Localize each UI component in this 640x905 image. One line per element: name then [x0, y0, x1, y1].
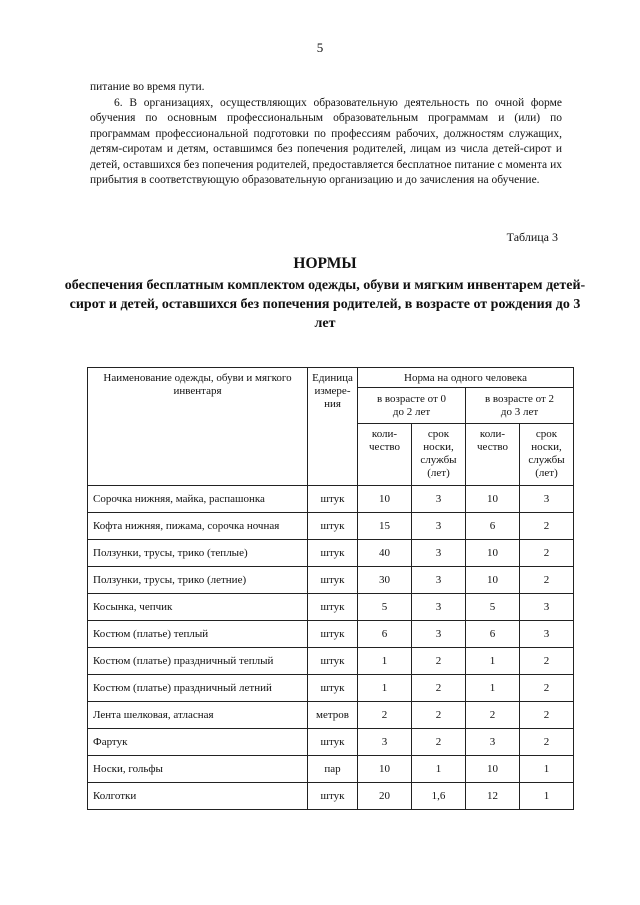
item-qty-0-2: 10 — [358, 756, 412, 783]
item-name: Ползунки, трусы, трико (летние) — [88, 567, 308, 594]
norms-heading — [60, 254, 590, 333]
item-qty-2-3: 10 — [466, 540, 520, 567]
item-name: Костюм (платье) праздничный летний — [88, 675, 308, 702]
item-qty-2-3: 1 — [466, 675, 520, 702]
item-qty-2-3: 6 — [466, 621, 520, 648]
item-term-0-2: 2 — [412, 702, 466, 729]
table-row — [88, 621, 574, 648]
item-name: Носки, гольфы — [88, 756, 308, 783]
item-term-2-3: 2 — [520, 675, 574, 702]
item-unit: штук — [308, 594, 358, 621]
item-term-2-3: 3 — [520, 594, 574, 621]
text-line-1: питание во время пути. — [90, 81, 205, 93]
item-qty-2-3: 3 — [466, 729, 520, 756]
body-text — [90, 80, 562, 189]
item-unit: метров — [308, 702, 358, 729]
item-term-2-3: 2 — [520, 513, 574, 540]
item-unit: штук — [308, 567, 358, 594]
item-qty-0-2: 30 — [358, 567, 412, 594]
item-name: Колготки — [88, 783, 308, 810]
item-term-0-2: 3 — [412, 594, 466, 621]
header-name: Наименование одежды, обуви и мягкого инвентаря — [88, 368, 308, 486]
item-term-0-2: 1,6 — [412, 783, 466, 810]
table-row — [88, 540, 574, 567]
item-unit: штук — [308, 486, 358, 513]
item-qty-0-2: 40 — [358, 540, 412, 567]
item-name: Ползунки, трусы, трико (теплые) — [88, 540, 308, 567]
item-name: Костюм (платье) теплый — [88, 621, 308, 648]
item-qty-2-3: 10 — [466, 756, 520, 783]
item-name: Кофта нижняя, пижама, сорочка ночная — [88, 513, 308, 540]
header-norm: Норма на одного человека — [358, 368, 574, 388]
item-qty-0-2: 10 — [358, 486, 412, 513]
item-unit: штук — [308, 675, 358, 702]
item-term-0-2: 3 — [412, 486, 466, 513]
table-row — [88, 702, 574, 729]
item-term-2-3: 2 — [520, 729, 574, 756]
table-row — [88, 729, 574, 756]
item-qty-2-3: 2 — [466, 702, 520, 729]
item-term-0-2: 3 — [412, 567, 466, 594]
item-term-0-2: 3 — [412, 621, 466, 648]
item-qty-0-2: 2 — [358, 702, 412, 729]
item-unit: штук — [308, 783, 358, 810]
item-term-2-3: 2 — [520, 540, 574, 567]
heading-title: НОРМЫ — [293, 255, 357, 272]
item-term-0-2: 2 — [412, 675, 466, 702]
item-unit: штук — [308, 540, 358, 567]
item-qty-2-3: 6 — [466, 513, 520, 540]
item-unit: пар — [308, 756, 358, 783]
header-qty-1: коли-чество — [358, 424, 412, 486]
page-number: 5 — [316, 40, 324, 55]
table-row — [88, 756, 574, 783]
item-qty-2-3: 12 — [466, 783, 520, 810]
header-age-2-3: в возрасте от 2 до 3 лет — [466, 388, 574, 424]
item-qty-2-3: 10 — [466, 486, 520, 513]
item-unit: штук — [308, 621, 358, 648]
table-label: Таблица 3 — [506, 230, 558, 244]
header-age-0-2: в возрасте от 0 до 2 лет — [358, 388, 466, 424]
item-name: Костюм (платье) праздничный теплый — [88, 648, 308, 675]
table-row — [88, 675, 574, 702]
table-row — [88, 648, 574, 675]
item-qty-2-3: 10 — [466, 567, 520, 594]
item-term-0-2: 1 — [412, 756, 466, 783]
item-term-0-2: 2 — [412, 648, 466, 675]
table-row — [88, 783, 574, 810]
item-term-0-2: 3 — [412, 540, 466, 567]
item-term-0-2: 3 — [412, 513, 466, 540]
heading-subtitle: обеспечения бесплатным комплектом одежды, обуви и мягким инвентарем детей-сирот и детей, оставшихся без попечения родителей, в возрасте от рождения до 3 лет — [64, 278, 586, 331]
table-row — [88, 594, 574, 621]
header-unit: Единица измере-ния — [308, 368, 358, 486]
item-unit: штук — [308, 513, 358, 540]
table-row — [88, 567, 574, 594]
item-qty-0-2: 6 — [358, 621, 412, 648]
item-unit: штук — [308, 729, 358, 756]
item-qty-0-2: 3 — [358, 729, 412, 756]
item-term-2-3: 3 — [520, 621, 574, 648]
item-name: Лента шелковая, атласная — [88, 702, 308, 729]
table-row — [88, 513, 574, 540]
item-qty-0-2: 15 — [358, 513, 412, 540]
item-qty-0-2: 1 — [358, 675, 412, 702]
item-qty-0-2: 20 — [358, 783, 412, 810]
item-qty-0-2: 1 — [358, 648, 412, 675]
item-term-2-3: 2 — [520, 648, 574, 675]
item-term-2-3: 3 — [520, 486, 574, 513]
item-term-2-3: 1 — [520, 756, 574, 783]
item-name: Сорочка нижняя, майка, распашонка — [88, 486, 308, 513]
item-term-0-2: 2 — [412, 729, 466, 756]
item-term-2-3: 2 — [520, 702, 574, 729]
item-qty-2-3: 1 — [466, 648, 520, 675]
item-term-2-3: 1 — [520, 783, 574, 810]
paragraph-6: 6. В организациях, осуществляющих образовательную деятельность по очной форме обучения по основным профессиональным образовательным программам и (или) по программам профессиональной подготовки по профессиям рабочих, должностям служащих, детям-сиротам и детям, оставшимся без попечения родителей, лицам из числа детей-сирот и детей, оставшихся без попечения родителей, предоставляется бесплатное питание с момента их прибытия в соответствующую образовательную организацию и до зачисления на обучение. — [90, 96, 562, 186]
item-unit: штук — [308, 648, 358, 675]
item-qty-2-3: 5 — [466, 594, 520, 621]
header-term-1: срок носки, службы (лет) — [412, 424, 466, 486]
header-term-2: срок носки, службы (лет) — [520, 424, 574, 486]
item-qty-0-2: 5 — [358, 594, 412, 621]
item-name: Фартук — [88, 729, 308, 756]
norms-table — [87, 367, 574, 810]
header-qty-2: коли-чество — [466, 424, 520, 486]
item-name: Косынка, чепчик — [88, 594, 308, 621]
table-row — [88, 486, 574, 513]
item-term-2-3: 2 — [520, 567, 574, 594]
